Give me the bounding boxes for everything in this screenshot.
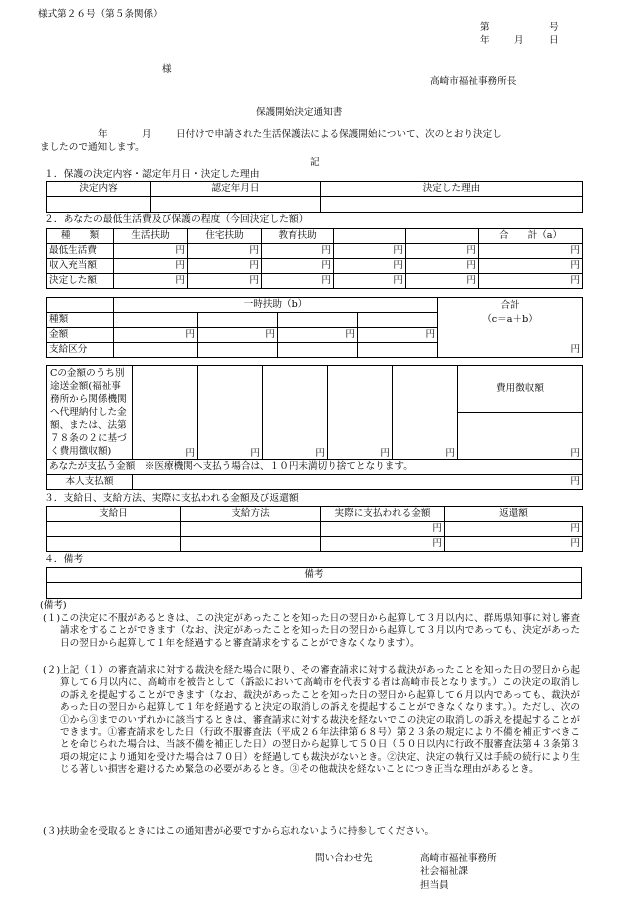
remarks-cell	[47, 583, 582, 599]
ichiji-header: 一時扶助（b）	[114, 298, 438, 313]
header-reason: 決定した理由	[321, 182, 583, 197]
remarks-table	[46, 567, 582, 599]
date-month: 月	[514, 35, 524, 46]
pay-note: あなたが支払う金額 ※医療機関へ支払う場合は、１０円未満切り捨てとなります。	[47, 460, 583, 475]
header-jutaku: 住宅扶助	[188, 229, 262, 244]
header-kyoiku: 教育扶助	[262, 229, 334, 244]
addressee-suffix: 様	[162, 64, 172, 75]
header-method: 支給方法	[181, 507, 321, 522]
decision-cell	[47, 197, 151, 213]
contact-person: 担当員	[420, 880, 449, 891]
form-number: 様式第２６号（第５条関係）	[38, 9, 163, 20]
contact-office: 高崎市福祉事務所	[420, 853, 497, 864]
temporary-aid-table: 一時扶助（b） 合計 種類 （c＝a＋b） 金額 円 円 円 円 支給区分 円	[46, 297, 583, 358]
date-cell	[151, 197, 321, 213]
living-cost-table: 種 類 生活扶助 住宅扶助 教育扶助 合 計（a） 最低生活費 円 円 円 円 円 円 収入充当額 円 円 円 円 円 円 決定した額 円 円 円 円 円 円	[46, 228, 583, 289]
header-refund: 返還額	[445, 507, 583, 522]
honnin-label: 本人支払額	[47, 475, 133, 490]
reason-cell	[321, 197, 583, 213]
c-breakdown-label: Cの金額のうち別途送金額(福祉事務所から関係機関へ代理納付した金額、または、法第７８条の２に基づく費用徴収額)	[47, 366, 133, 460]
intro-month: 月	[142, 129, 152, 140]
ki-mark: 記	[310, 157, 320, 168]
section4-heading: ４．備考	[44, 554, 84, 565]
payment-table: 支給日 支給方法 実際に支払われる金額 返還額 円 円 円 円	[46, 506, 583, 552]
contact-label: 問い合わせ先	[315, 853, 373, 864]
row-label: 種類	[47, 313, 114, 328]
header-decision: 決定内容	[47, 182, 151, 197]
section1-heading: １．保護の決定内容・認定年月日・決定した理由	[44, 169, 260, 180]
contact-division: 社会福祉課	[420, 866, 468, 877]
header-payday: 支給日	[47, 507, 181, 522]
remarks-header: 備考	[47, 568, 582, 583]
remittance-table: Cの金額のうち別途送金額(福祉事務所から関係機関へ代理納付した金額、または、法第７８条の２に基づく費用徴収額) 費用徴収額 円 円 円 円 円 円 あなたが支払う金額 ※医療機関へ支払う場合は、１０円未満切り捨てとなります。 本人支払額 円	[46, 365, 583, 490]
header-actual-amount: 実際に支払われる金額	[321, 507, 445, 522]
date-year: 年	[480, 35, 490, 46]
header-total: 合 計（a）	[479, 229, 583, 244]
header-seikatsu: 生活扶助	[114, 229, 188, 244]
row-label: 収入充当額	[47, 259, 114, 274]
row-label: 最低生活費	[47, 244, 114, 259]
gokei-label: 合計	[438, 298, 583, 313]
row-label: 支給区分	[47, 343, 114, 358]
header-type: 種 類	[47, 229, 114, 244]
note-2: 上記（１）の審査請求に対する裁決を経た場合に限り、その審査請求に対する裁決があったことを知った日の翌日から起算して６月以内に、高崎市を被告として（訴訟において高崎市を代表する者は高崎市長となります。）この決定の取消しの訴えを提起することができます（なお、裁決があったことを知った日の翌日から起算して６月以内であっても、裁決があった日の翌日から起算して１年を経過すると決定の取消しの訴えを提起することができなくなります。）。ただし、次の①から③までのいずれかに該当するときは、審査請求に対する裁決を経ないでこの決定の取消しの訴えを提起することができます。①審査請求をした日（行政不服審査法（平成２６年法律第６８号）第２３条の規定により不備を補正すべきことを命じられた場合は、当該不備を補正した日）の翌日から起算して５０日（５０日以内に行政不服審査法第４３条第３項の規定により通知を受けた場合は７０日）を経過しても裁決がないとき。②決定、決定の執行又は手続の続行により生じる著しい損害を避けるため緊急の必要があるとき。③その他裁決を経ないことにつき正当な理由があるとき。	[60, 665, 580, 776]
hiyo-label: 費用徴収額	[458, 366, 583, 413]
row-label: 金額	[47, 328, 114, 343]
page-title: 保護開始決定通知書	[256, 107, 343, 118]
section3-heading: ３．支給日、支給方法、実際に支払われる金額及び返還額	[44, 493, 299, 504]
decision-table	[46, 181, 583, 213]
header-date: 認定年月日	[151, 182, 321, 197]
doc-number-label: 第	[480, 22, 490, 33]
note-1: この決定に不服があるときは、この決定があったことを知った日の翌日から起算して３月以内に、群馬県知事に対し審査請求をすることができます（なお、決定があったことを知った日の翌日から起算して３月以内であっても、決定があった日の翌日から起算して１年を経過すると審査請求をすることができなくなります）。	[60, 613, 580, 649]
section2-heading: ２．あなたの最低生活費及び保護の程度（今回決定した額）	[44, 214, 309, 225]
intro-text: 日付けで申請された生活保護法による保護開始について、次のとおり決定し	[176, 129, 502, 140]
date-day: 日	[549, 35, 559, 46]
gokei-formula: （c＝a＋b）	[438, 313, 583, 328]
doc-number-suffix: 号	[549, 22, 559, 33]
note-3: 扶助金を受取るときにはこの通知書が必要ですから忘れないように持参してください。	[60, 826, 435, 837]
notes-heading: (備考)	[40, 600, 67, 611]
issuer: 高崎市福祉事務所長	[430, 76, 517, 87]
row-label: 決定した額	[47, 274, 114, 289]
intro-text-2: ましたので通知します。	[40, 142, 145, 153]
intro-year: 年	[98, 129, 108, 140]
